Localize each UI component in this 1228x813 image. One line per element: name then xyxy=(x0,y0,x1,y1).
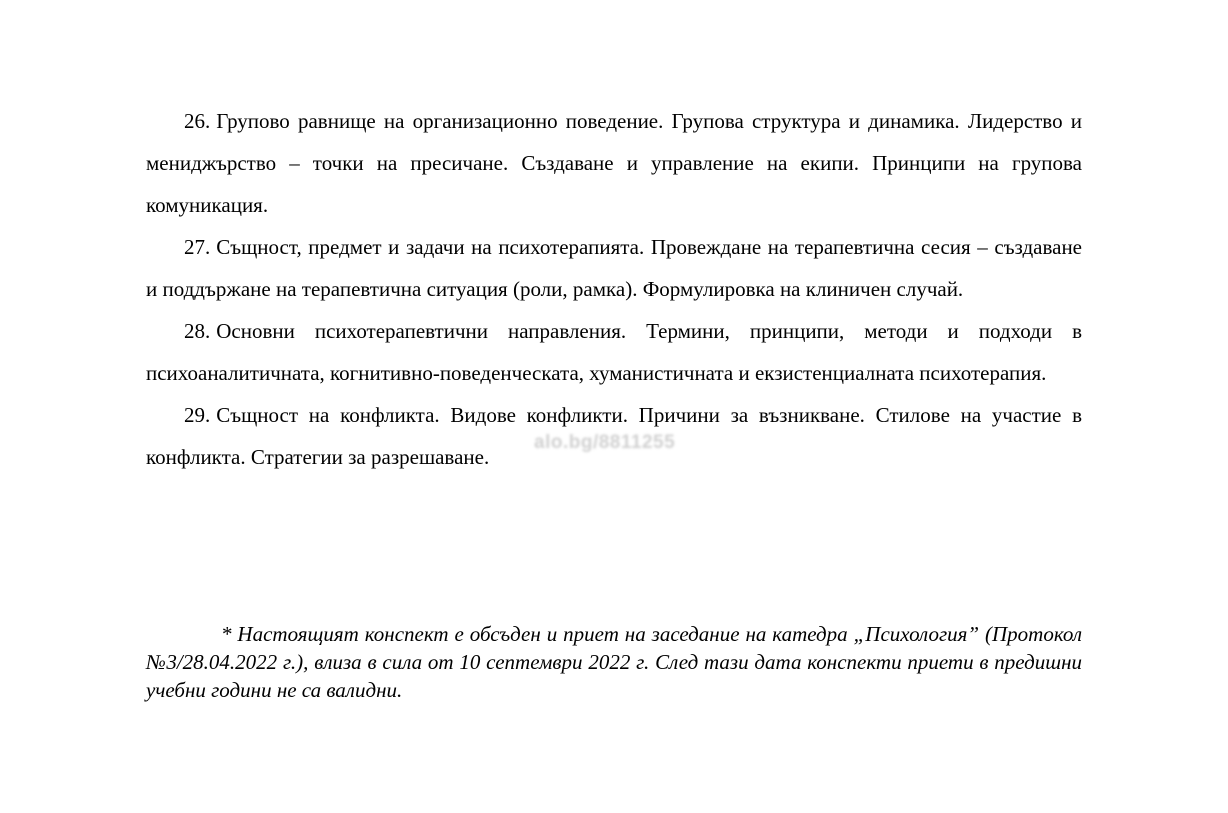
exam-topic-29 xyxy=(146,394,1082,478)
topic-text: Основни психотерапевтични направления. Термини, принципи, методи и подходи в психоаналитичната, когнитивно-поведенческата, хуманистичната и екзистенциалната психотерапия. xyxy=(146,319,1082,385)
exam-topic-28 xyxy=(146,310,1082,394)
topic-number: 29. xyxy=(184,403,211,427)
exam-topic-26 xyxy=(146,100,1082,226)
topic-text: Същност на конфликта. Видове конфликти. Причини за възникване. Стилове на участие в конфликта. Стратегии за разрешаване. xyxy=(146,403,1082,469)
footnote: * Настоящият конспект е обсъден и приет на заседание на катедра „Психология” (Протокол №3/28.04.2022 г.), влиза в сила от 10 септември 2022 г. След тази дата конспекти приети в предишни учебни години не са валидни. xyxy=(146,622,1082,702)
topic-number: 26. xyxy=(184,109,211,133)
topic-text: Същност, предмет и задачи на психотерапията. Провеждане на терапевтична сесия – създаване и поддържане на терапевтична ситуация (роли, рамка). Формулировка на клиничен случай. xyxy=(146,235,1082,301)
topic-number: 28. xyxy=(184,319,211,343)
watermark: alo.bg/8811255 xyxy=(534,432,676,453)
topic-text: Групово равнище на организационно поведение. Групова структура и динамика. Лидерство и мениджърство – точки на пресичане. Създаване и управление на екипи. Принципи на групова комуникация. xyxy=(146,109,1082,217)
topic-number: 27. xyxy=(184,235,211,259)
exam-topic-27 xyxy=(146,226,1082,310)
document-page xyxy=(146,100,1082,478)
